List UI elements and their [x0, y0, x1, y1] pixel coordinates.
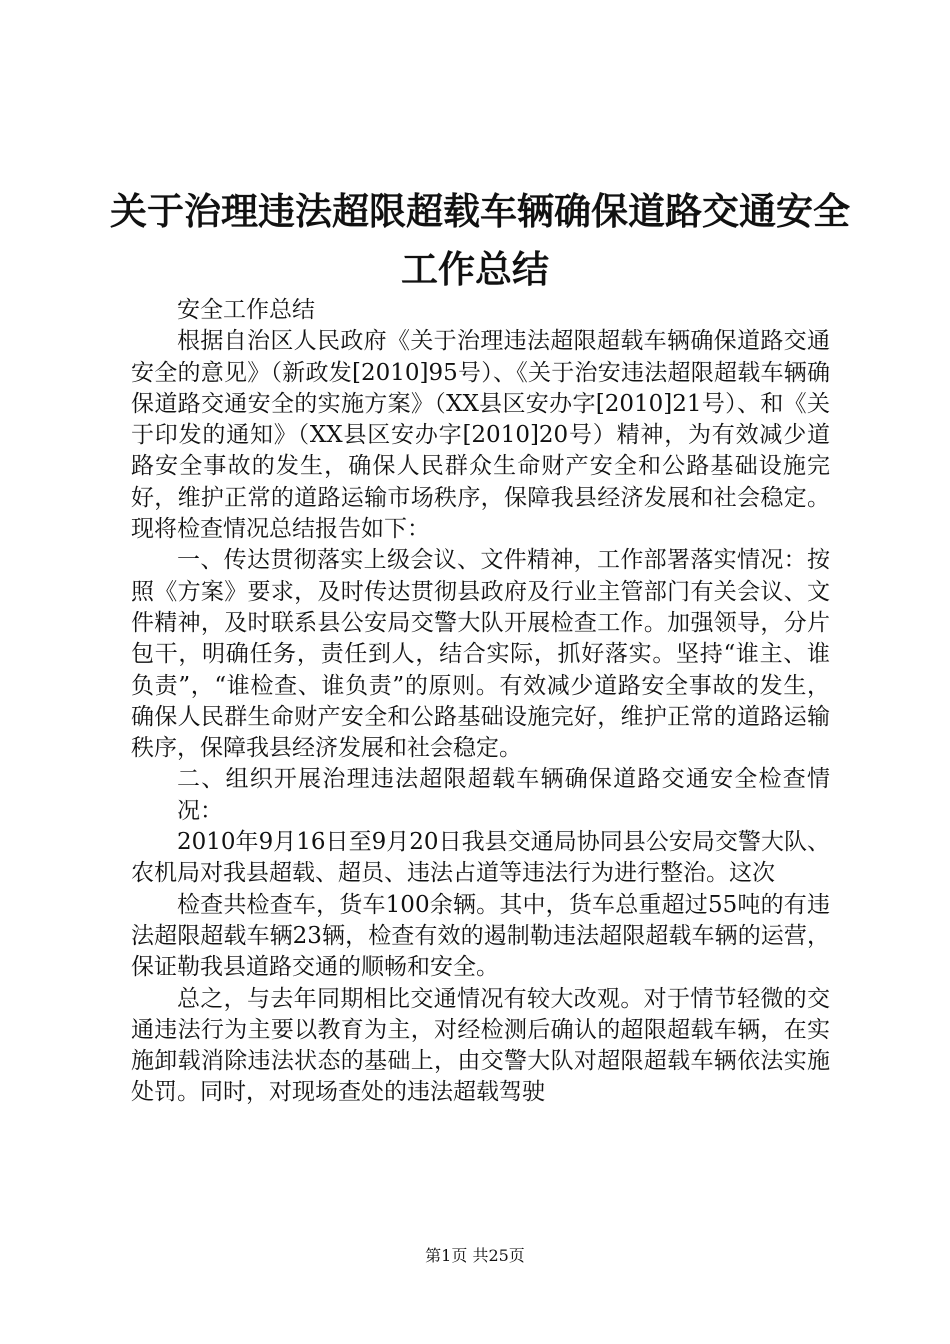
body-paragraph: 总之，与去年同期相比交通情况有较大改观。对于情节轻微的交通违法行为主要以教育为主，对经检测后确认的超限超载车辆，在实施卸载消除违法状态的基础上，由交警大队对超限超载车辆依法实施处罚。同时，对现场查处的违法超载驾驶 — [131, 985, 830, 1106]
body-paragraph-heading: 安全工作总结 — [177, 297, 315, 323]
document-body — [131, 295, 830, 1109]
page-footer: 第1页 共25页 — [425, 1246, 525, 1265]
body-paragraph: 根据自治区人民政府《关于治理违法超限超载车辆确保道路交通安全的意见》（新政发[2010]95号）、《关于治安违法超限超载车辆确保道路交通安全的实施方案》（XX县区安办字[2010]21号）、和《关于印发的通知》（XX县区安办字[2010]20号）精神，为有效减少道路安全事故的发生，确保人民群众生命财产安全和公路基础设施完好，维护正常的道路运输市场秩序，保障我县经济发展和社会稳定。现将检查情况总结报告如下： — [131, 328, 830, 543]
body-paragraph: 检查共检查车，货车100余辆。其中，货车总重超过55吨的有违法超限超载车辆23辆，检查有效的遏制勒违法超限超载车辆的运营，保证勒我县道路交通的顺畅和安全。 — [131, 891, 830, 981]
body-paragraph: 2010年9月16日至9月20日我县交通局协同县公安局交警大队、农机局对我县超载、超员、违法占道等违法行为进行整治。这次 — [131, 829, 830, 887]
body-paragraph-section-heading: 二、组织开展治理违法超限超载车辆确保道路交通安全检查情况： — [177, 766, 830, 824]
body-paragraph: 一、传达贯彻落实上级会议、文件精神，工作部署落实情况：按照《方案》要求，及时传达贯彻县政府及行业主管部门有关会议、文件精神，及时联系县公安局交警大队开展检查工作。加强领导，分片包干，明确任务，责任到人，结合实际，抓好落实。坚持“谁主、谁负责”，“谁检查、谁负责”的原则。有效减少道路安全事故的发生，确保人民群生命财产安全和公路基础设施完好，维护正常的道路运输秩序，保障我县经济发展和社会稳定。 — [131, 547, 830, 762]
document-title-line2: 工作总结 — [401, 248, 549, 291]
document-title-line1: 关于治理违法超限超载车辆确保道路交通安全 — [110, 190, 850, 233]
